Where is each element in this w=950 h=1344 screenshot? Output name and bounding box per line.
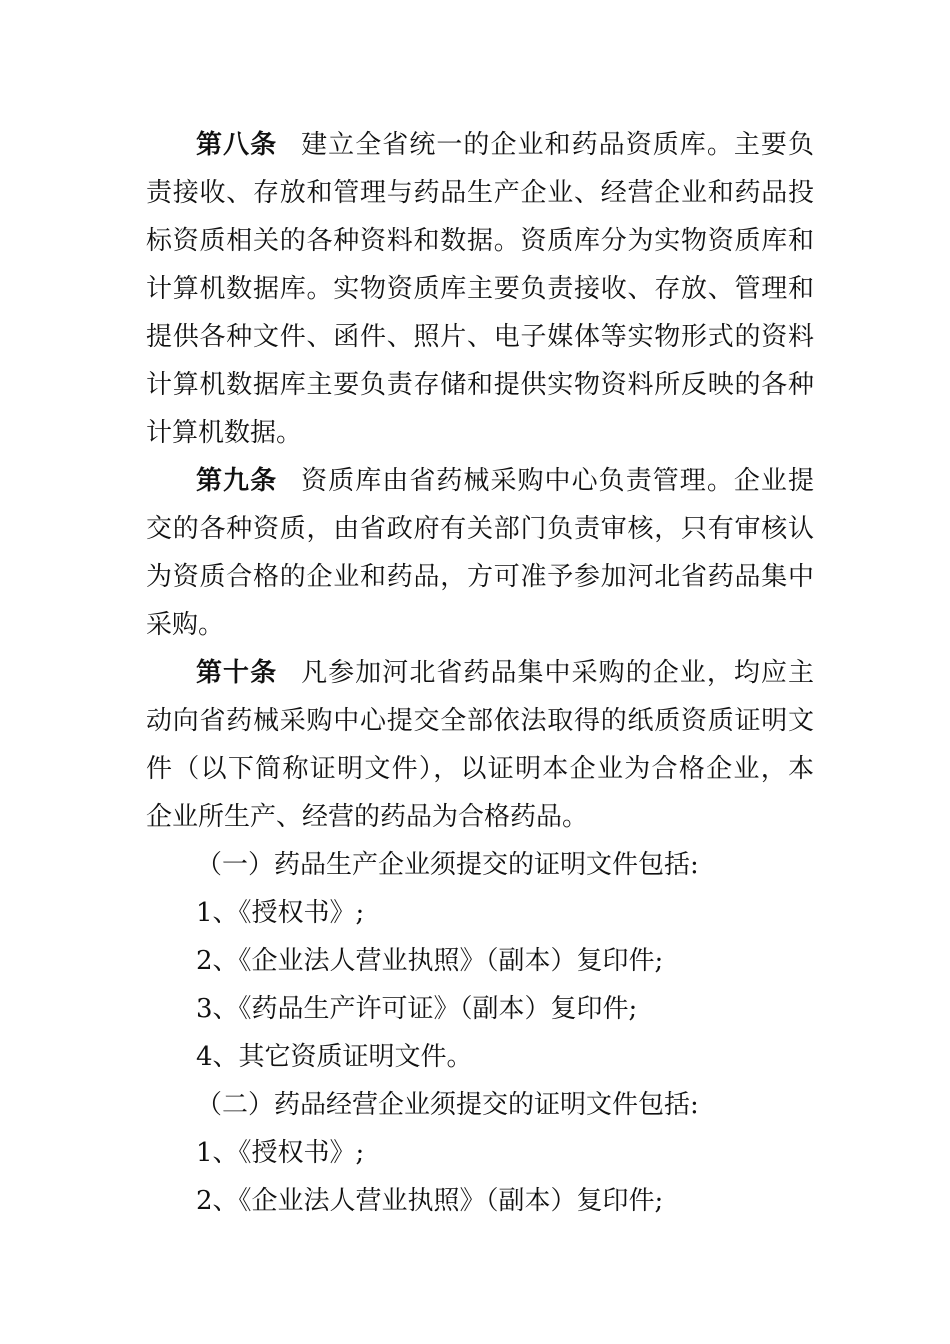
article-9-text-line: 采购。: [146, 610, 225, 640]
article-10-text-line: 凡参加河北省药品集中采购的企业，均应主: [301, 658, 814, 688]
article-10-text-line: 动向省药械采购中心提交全部依法取得的纸质资质证明文: [146, 706, 814, 736]
article-8-text-line: 计算机数据库主要负责存储和提供实物资料所反映的各种: [146, 370, 814, 400]
article-9-text-line: 资质库由省药械采购中心负责管理。企业提: [301, 466, 814, 496]
article-10-first-line: [196, 656, 814, 690]
section-1-item: 3、《药品生产许可证》（副本）复印件;: [196, 994, 638, 1024]
article-9-text-line: 交的各种资质，由省政府有关部门负责审核，只有审核认: [146, 514, 814, 544]
section-1-item: 4、其它资质证明文件。: [196, 1042, 473, 1072]
article-10-text-line: 件（以下简称证明文件），以证明本企业为合格企业，本: [146, 754, 814, 784]
section-2-item: 2、《企业法人营业执照》（副本）复印件;: [196, 1186, 664, 1216]
section-2-item: 1、《授权书》;: [196, 1138, 365, 1168]
article-8-text-line: 计算机数据库。实物资质库主要负责接收、存放、管理和: [146, 274, 814, 304]
article-8-text-line: 建立全省统一的企业和药品资质库。主要负: [301, 130, 814, 160]
article-8-text-line: 计算机数据。: [146, 418, 303, 448]
article-8-text-line: 标资质相关的各种资料和数据。资质库分为实物资质库和: [146, 226, 814, 256]
section-1-title: （一）药品生产企业须提交的证明文件包括:: [196, 850, 699, 880]
article-9-first-line: [196, 464, 814, 498]
article-8-first-line: [196, 128, 814, 162]
article-10-heading: 第十条: [196, 658, 278, 688]
section-2-title: （二）药品经营企业须提交的证明文件包括:: [196, 1090, 699, 1120]
article-9-text-line: 为资质合格的企业和药品，方可准予参加河北省药品集中: [146, 562, 814, 592]
section-1-item: 1、《授权书》;: [196, 898, 365, 928]
article-8-heading: 第八条: [196, 130, 278, 160]
section-1-item: 2、《企业法人营业执照》（副本）复印件;: [196, 946, 664, 976]
article-8-text-line: 提供各种文件、函件、照片、电子媒体等实物形式的资料: [146, 322, 814, 352]
article-8-text-line: 责接收、存放和管理与药品生产企业、经营企业和药品投: [146, 178, 814, 208]
article-9-heading: 第九条: [196, 466, 278, 496]
article-10-text-line: 企业所生产、经营的药品为合格药品。: [146, 802, 589, 832]
